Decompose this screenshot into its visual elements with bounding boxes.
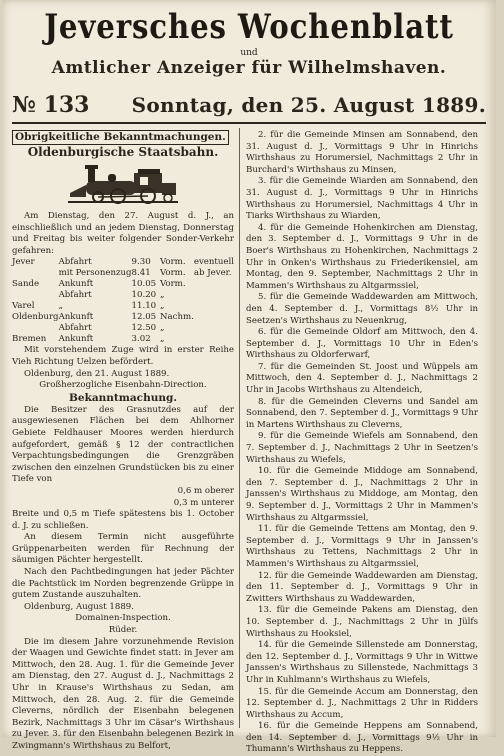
schedule-cell xyxy=(194,301,234,312)
revision-entry: 2. für die Gemeinde Minsen am Sonnabend, den 31. August d. J., Vormittags 9 Uhr in Hinrichs Wirthshaus zu Horumersiel, Nachmittags 2 Uhr in Burchard's Wirthshaus zu Minsen, xyxy=(246,130,478,175)
notice-authority: Domainen-Inspection. xyxy=(75,613,171,624)
railway-note: Mit vorstehendem Zuge wird in erster Reihe Vieh Richtung Uelzen befördert. xyxy=(12,345,234,367)
schedule-cell: 11.10 xyxy=(131,301,157,312)
schedule-cell: Nachm. xyxy=(159,312,194,323)
schedule-cell: Vorm. xyxy=(159,257,186,268)
schedule-cell xyxy=(12,268,59,279)
notice-paragraph-1b: Breite und 0,5 m Tiefe spätestens bis 1. October d. J. zu schließen. xyxy=(12,509,234,531)
schedule-cell: Abfahrt xyxy=(58,257,92,268)
schedule-cell: „ xyxy=(58,301,64,312)
column-divider xyxy=(239,128,240,728)
schedule-cell: „ xyxy=(159,334,165,345)
schedule-cell: „ xyxy=(159,301,165,312)
newspaper-page xyxy=(2,0,496,755)
schedule-cell: 8.41 xyxy=(131,268,151,279)
revision-entry: 6. für die Gemeinde Oldorf am Mittwoch, den 4. September d. J., Vormittags 10 Uhr in Eden's Wirthshaus zu Oldorferwarf, xyxy=(246,327,478,361)
schedule-cell: Vorm. xyxy=(159,279,186,290)
notice-signature: Rüder. xyxy=(108,625,138,636)
right-column xyxy=(246,130,478,756)
revision-entry: 12. für die Gemeinde Waddewarden am Dienstag, den 11. September d. J., Vormittags 9 Uhr in Zwitters Wirthshaus zu Waddewarden, xyxy=(246,570,478,604)
schedule-cell: „ xyxy=(159,323,165,334)
depth-lower: 0,3 m unterer xyxy=(173,497,234,508)
schedule-row xyxy=(12,323,234,334)
revision-entry: 10. für die Gemeinde Middoge am Sonnabend, den 7. September d. J., Nachmittags 2 Uhr in Janssen's Wirthshaus zu Middoge, am Montag, den 9. September d. J., Vormittags 2 Uhr in Mammen's Wirthshaus zu Altgarmssiel, xyxy=(246,466,478,523)
schedule-cell xyxy=(194,323,234,334)
notice-paragraph-2: An diesem Termin nicht ausgeführte Grüppenarbeiten werden für Rechnung der säumigen Pächter hergestellt. xyxy=(12,532,234,566)
schedule-row xyxy=(12,334,234,345)
schedule-row xyxy=(12,268,234,279)
schedule-cell: Ankunft xyxy=(58,279,94,290)
revision-entry: 16. für die Gemeinde Heppens am Sonnabend, den 14. September d. J., Vormittags 9½ Uhr in Thumann's Wirthshaus zu Heppens. xyxy=(246,721,478,755)
revision-entry: 15. für die Gemeinde Accum am Donnerstag, den 12. September d. J., Nachmittags 2 Uhr in Ridders Wirthshaus zu Accum, xyxy=(246,686,478,720)
schedule-row xyxy=(12,279,234,290)
schedule-cell: Ankunft xyxy=(58,334,94,345)
issue-date: Sonntag, den 25. August 1889. xyxy=(131,93,486,117)
revision-entry: 3. für die Gemeinde Wiarden am Sonnabend, den 31. August d. J., Vormittags 9 Uhr in Hinrichs Wirthshaus zu Horumersiel, Nachmittags 4 Uhr in Tiarks Wirthshaus zu Wiarden, xyxy=(246,176,478,222)
revision-entry: 9. für die Gemeinde Wiefels am Sonnabend, den 7. September d. J., Nachmittags 2 Uhr in Seetzen's Wirthshaus zu Wiefels, xyxy=(246,431,478,465)
schedule-cell: Sande xyxy=(12,279,40,290)
notice-paragraph-3: Nach den Pachtbedingungen hat jeder Pächter die Pachtstück im Norden begrenzende Grüppe in gutem Zustande auszuhalten. xyxy=(12,567,234,601)
revision-entry: 7. für die Gemeinden St. Joost und Wüppels am Mittwoch, den 4. September d. J., Nachmittags 2 Uhr in Jacobs Wirthshaus zu Altendeich, xyxy=(246,361,478,396)
railway-heading: Oldenburgische Staatsbahn. xyxy=(27,145,219,159)
official-notices-heading: Obrigkeitliche Bekanntmachungen. xyxy=(12,130,229,145)
revision-entry: 11. für die Gemeinde Tettens am Montag, den 9. September d. J., Vormittags 9 Uhr in Janssen's Wirthshaus zu Tettens, Nachmittags 2 Uhr in Mammen's Wirthshaus zu Altgarmssiel, xyxy=(246,524,478,569)
revision-entry: 8. für die Gemeinden Cleverns und Sandel am Sonnabend, den 7. September d. J., Vormittags 9 Uhr in Martens Wirthshaus zu Cleverns, xyxy=(246,396,479,430)
masthead-und: und xyxy=(240,48,258,58)
issue-bar xyxy=(12,92,486,124)
train-schedule xyxy=(12,257,234,345)
schedule-cell: ab Jever. xyxy=(193,268,232,279)
schedule-row xyxy=(12,312,234,323)
schedule-cell: Abfahrt xyxy=(58,290,92,301)
scales-revision-notice: Die im diesem Jahre vorzunehmende Revision der Waagen und Gewichte findet statt: in Jever am Mittwoch, den 28. Aug. 1. für die Gemeinde Jever am Dienstag, den 27. August d. J., Nachmittags 2 Uhr in Krause's Wirthshaus zu Sedan, am Mittwoch, den 28. Aug. 2. für die Gemeinde Cleverns, nördlich der Eisenbahn belegenen Bezirk, Nachmittags 3 Uhr im Cäsar's Wirthshaus zu Jever. 3. für den Eisenbahn belegenen Bezirk in Zwingmann's Wirthshaus zu Belfort, xyxy=(12,636,234,751)
revision-entry: 5. für die Gemeinde Waddewarden am Mittwoch, den 4. September d. J., Vormittags 8½ Uhr in Seetzen's Wirthshaus zu Neuenkrug, xyxy=(246,292,478,326)
schedule-cell xyxy=(194,279,234,290)
schedule-cell: Ankunft xyxy=(58,312,94,323)
schedule-cell: 12.50 xyxy=(131,323,157,334)
schedule-cell: Oldenburg xyxy=(12,312,59,323)
railway-intro: Am Dienstag, den 27. August d. J., an einschließlich und an jedem Dienstag, Donnerstag und Freitag bis weiter folgender Sonder-Verkehr gefahren: xyxy=(12,211,234,256)
schedule-cell: mit Personenzug xyxy=(58,268,132,279)
schedule-cell xyxy=(194,290,234,301)
masthead xyxy=(2,8,496,78)
issue-number: № 133 xyxy=(12,92,90,118)
schedule-cell: Abfahrt xyxy=(58,323,92,334)
schedule-row xyxy=(12,257,234,268)
schedule-cell: Jever xyxy=(12,257,35,268)
notice-heading: Bekanntmachung. xyxy=(69,391,177,404)
revision-entry: 4. für die Gemeinde Hohenkirchen am Dienstag, den 3. September d. J., Vormittags 9 Uhr in de Boer's Wirthshaus zu Hohenkirchen, Nachmittags 2 Uhr in Onken's Wirthshaus zu Friederikensiel, am Montag, den 9. September, Nachmittags 2 Uhr in Mammen's Wirthshaus zu Altgarmssiel, xyxy=(246,222,478,291)
newspaper-subtitle: Amtlicher Anzeiger für Wilhelmshaven. xyxy=(51,58,447,78)
schedule-cell: 9.30 xyxy=(131,257,151,268)
schedule-cell xyxy=(194,334,234,345)
depth-upper: 0,6 m oberer xyxy=(177,485,234,496)
schedule-cell: 12.05 xyxy=(131,312,157,323)
notice-place-date: Oldenburg, August 1889. xyxy=(24,601,134,612)
schedule-cell: Varel xyxy=(12,301,35,312)
schedule-cell: 10.20 xyxy=(131,290,157,301)
railway-place-date: Oldenburg, den 21. August 1889. xyxy=(24,368,170,379)
schedule-cell: Vorm. xyxy=(159,268,186,279)
schedule-cell: 10.05 xyxy=(131,279,157,290)
railway-authority: Großherzogliche Eisenbahn-Direction. xyxy=(39,380,207,391)
schedule-cell: eventuell xyxy=(193,257,234,268)
locomotive-illustration xyxy=(64,163,182,209)
revision-entry: 13. für die Gemeinde Pakens am Dienstag, den 10. September d. J., Nachmittags 2 Uhr in Jülfs Wirthshaus zu Hooksiel, xyxy=(246,605,478,639)
schedule-cell xyxy=(12,290,59,301)
newspaper-title: Jeversches Wochenblatt xyxy=(44,7,454,47)
schedule-cell xyxy=(194,312,234,323)
schedule-row xyxy=(12,301,234,312)
schedule-cell xyxy=(12,323,59,334)
revision-entry: 14. für die Gemeinde Sillenstede am Donnerstag, den 12. September d. J., Vormittags 9 Uhr in Wittwe Janssen's Wirthshaus zu Sillenstede, Nachmittags 3 Uhr in Kuhlmann's Wirthshaus zu Wiefels, xyxy=(246,640,478,685)
schedule-row xyxy=(12,290,234,301)
schedule-cell: Bremen xyxy=(12,334,47,345)
notice-paragraph-1: Die Besitzer des Grasnutzdes auf der ausgewiesenen Flächen bei dem Ahlhorner Gebiete Feldhauser Moores werden hierdurch aufgefordert, gemäß § 12 der contractlichen Verpachtungsbedingungen die Grenzgräben zwischen den einzelnen Grundstücken bis zu einer Tiefe von xyxy=(12,404,234,485)
schedule-cell: 3.02 xyxy=(131,334,151,345)
left-column xyxy=(12,130,234,753)
schedule-cell: „ xyxy=(159,290,165,301)
